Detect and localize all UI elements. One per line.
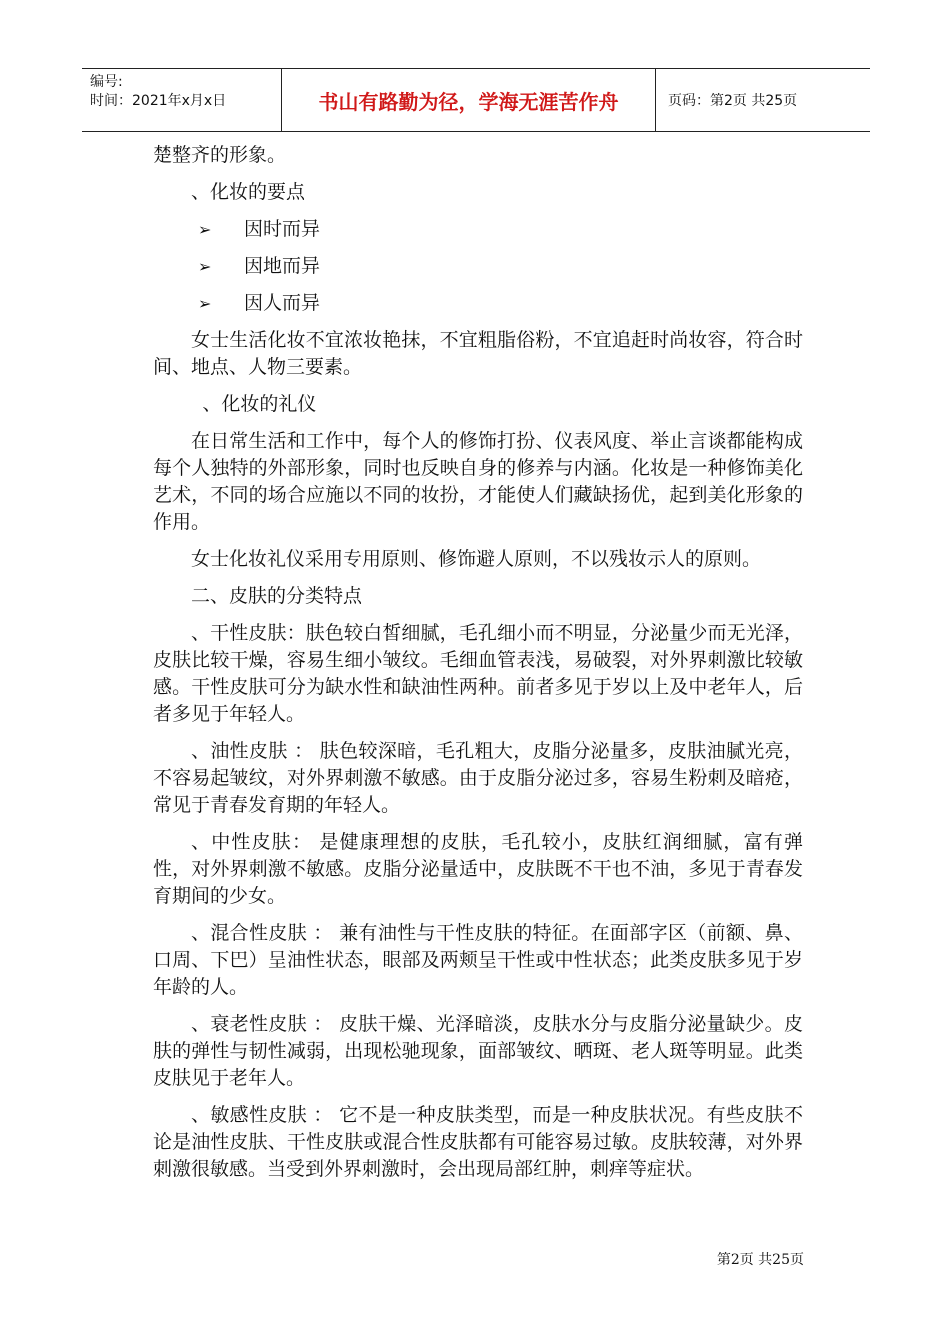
document-body bbox=[153, 142, 803, 1193]
page-header bbox=[82, 68, 870, 132]
header-page-number: 页码：第2页 共25页 bbox=[668, 93, 798, 109]
document-number-label: 编号: bbox=[90, 74, 123, 90]
body-paragraph: 女士化妆礼仪采用专用原则、修饰避人原则，不以残妆示人的原则。 bbox=[191, 548, 762, 570]
body-paragraph: 女士生活化妆不宜浓妆艳抹，不宜粗脂俗粉，不宜追赶时尚妆容，符合时间、地点、人物三要素。 bbox=[153, 329, 803, 378]
bullet-text: 因地而异 bbox=[244, 255, 321, 277]
body-paragraph-dry-skin: 、干性皮肤：肤色较白皙细腻，毛孔细小而不明显，分泌量少而无光泽，皮肤比较干燥，容易生细小皱纹。毛细血管表浅，易破裂，对外界刺激比较敏感。干性皮肤可分为缺水性和缺油性两种。前者多见于岁以上及中老年人，后者多见于年轻人。 bbox=[153, 622, 803, 725]
section-heading-makeup-points: 、化妆的要点 bbox=[191, 181, 306, 203]
paragraph-continuation: 楚整齐的形象。 bbox=[153, 144, 287, 166]
bullet-text: 因人而异 bbox=[244, 292, 321, 314]
bullet-item bbox=[153, 290, 803, 317]
arrow-bullet-icon: ➢ bbox=[198, 220, 212, 239]
document-time-label: 时间：2021年x月x日 bbox=[90, 93, 227, 109]
section-heading-skin-types: 二、皮肤的分类特点 bbox=[191, 585, 363, 607]
header-meta bbox=[82, 69, 282, 131]
body-paragraph-neutral-skin: 、中性皮肤： 是健康理想的皮肤，毛孔较小，皮肤红润细腻，富有弹性，对外界刺激不敏感。皮脂分泌量适中，皮肤既不干也不油，多见于青春发育期间的少女。 bbox=[153, 831, 803, 907]
arrow-bullet-icon: ➢ bbox=[198, 294, 212, 313]
body-paragraph-combination-skin: 、混合性皮肤 ： 兼有油性与干性皮肤的特征。在面部字区（前额、鼻、口周、下巴）呈油性状态，眼部及两颊呈干性或中性状态；此类皮肤多见于岁年龄的人。 bbox=[153, 922, 803, 998]
body-paragraph-sensitive-skin: 、敏感性皮肤 ： 它不是一种皮肤类型，而是一种皮肤状况。有些皮肤不论是油性皮肤、干性皮肤或混合性皮肤都有可能容易过敏。皮肤较薄，对外界刺激很敏感。当受到外界刺激时，会出现局部红肿，刺痒等症状。 bbox=[153, 1104, 803, 1180]
bullet-item bbox=[153, 216, 803, 243]
body-paragraph-aging-skin: 、衰老性皮肤 ： 皮肤干燥、光泽暗淡，皮肤水分与皮脂分泌量缺少。皮肤的弹性与韧性减弱，出现松驰现象，面部皱纹、晒斑、老人斑等明显。此类皮肤见于老年人。 bbox=[153, 1013, 803, 1089]
body-paragraph: 在日常生活和工作中，每个人的修饰打扮、仪表风度、举止言谈都能构成每个人独特的外部形象，同时也反映自身的修养与内涵。化妆是一种修饰美化艺术，不同的场合应施以不同的妆扮，才能使人们藏缺扬优，起到美化形象的作用。 bbox=[153, 430, 803, 533]
arrow-bullet-icon: ➢ bbox=[198, 257, 212, 276]
bullet-item bbox=[153, 253, 803, 280]
page-footer: 第2页 共25页 bbox=[716, 1252, 804, 1268]
bullet-text: 因时而异 bbox=[244, 218, 321, 240]
section-heading-makeup-etiquette: 、化妆的礼仪 bbox=[202, 393, 317, 415]
body-paragraph-oily-skin: 、油性皮肤 ： 肤色较深暗，毛孔粗大，皮脂分泌量多，皮肤油腻光亮，不容易起皱纹，对外界刺激不敏感。由于皮脂分泌过多，容易生粉刺及暗疮，常见于青春发育期的年轻人。 bbox=[153, 740, 803, 816]
header-motto: 书山有路勤为径，学海无涯苦作舟 bbox=[282, 69, 656, 131]
